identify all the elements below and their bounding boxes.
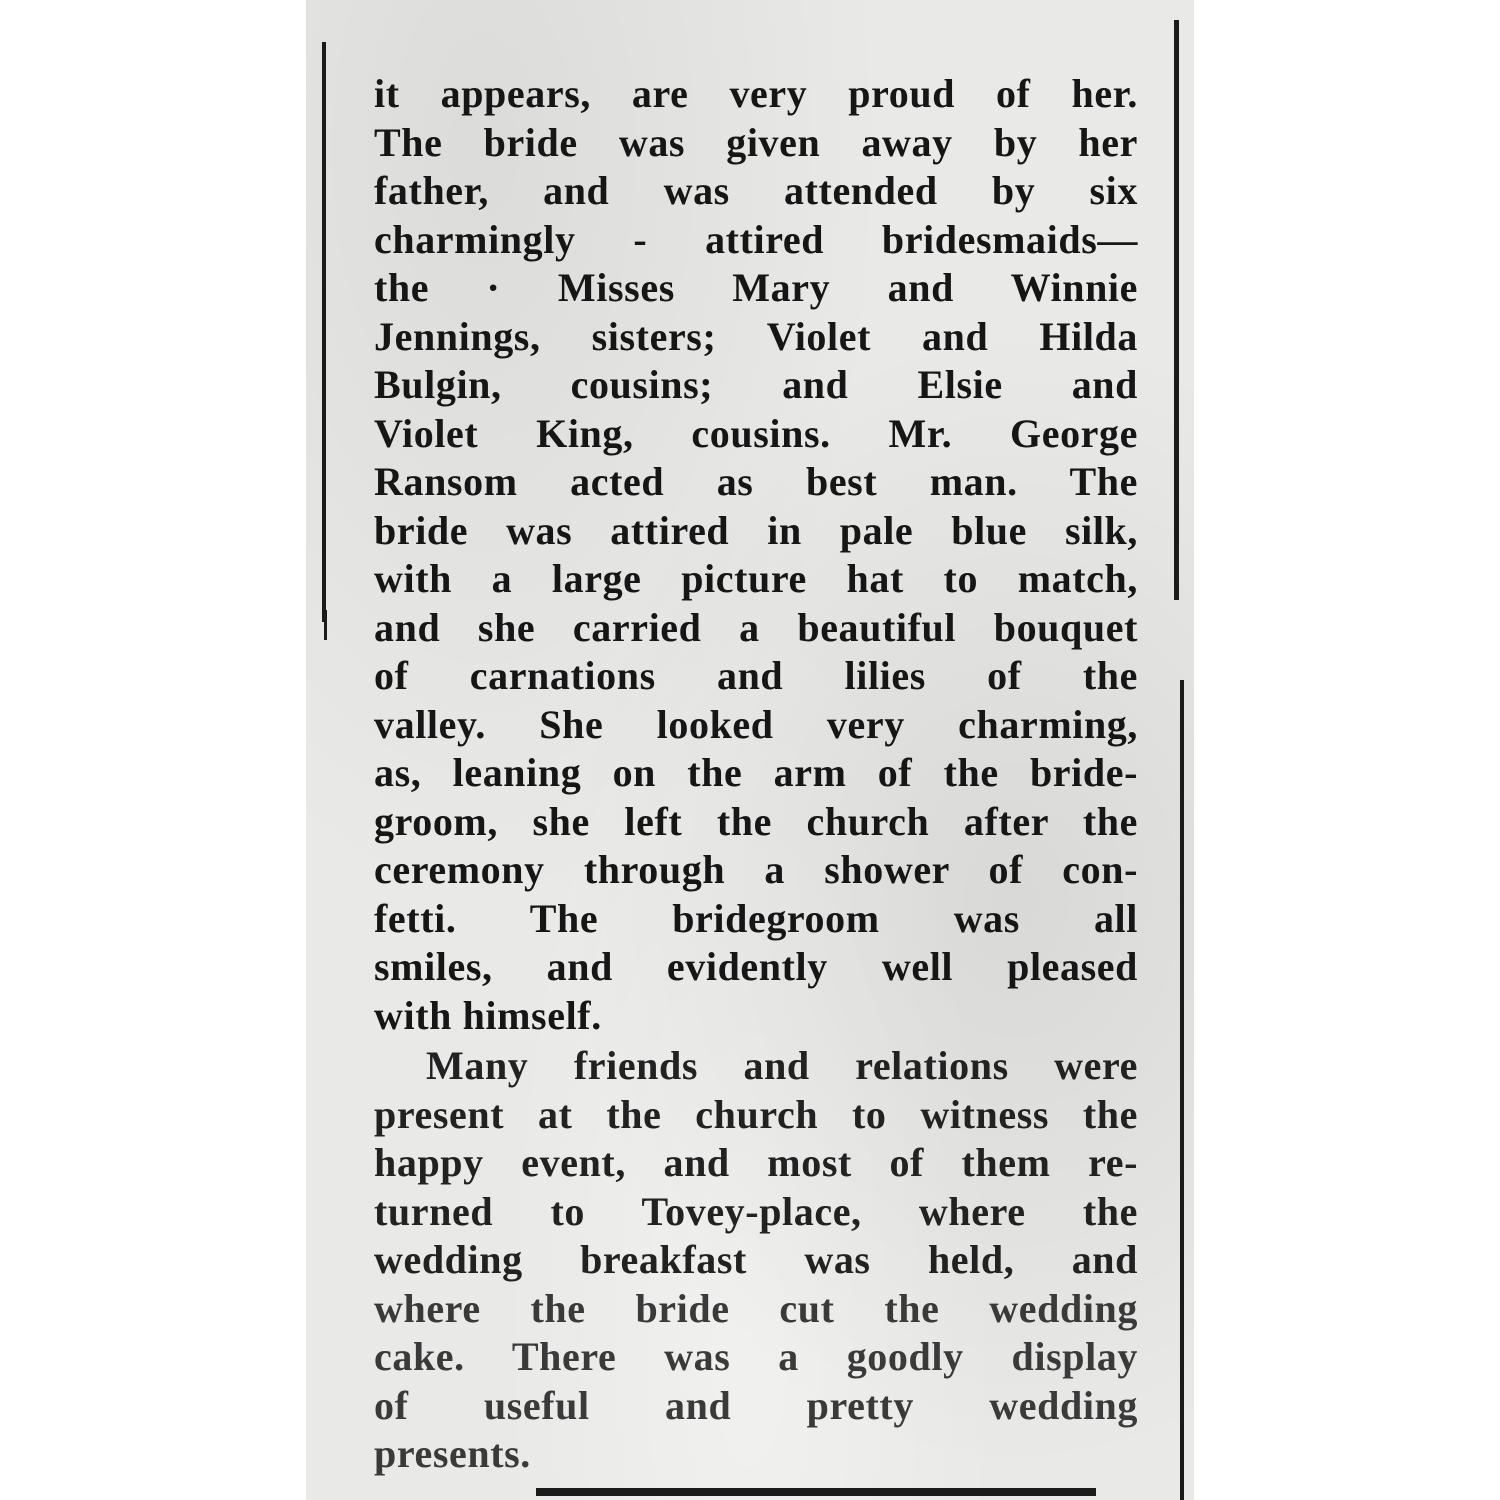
text-line: turned to Tovey-place, where the: [374, 1188, 1138, 1234]
column-rule-right-lower: [1180, 680, 1184, 1500]
paragraph-2: [374, 1042, 1138, 1479]
column-rule-left-fragment: [324, 610, 327, 640]
text-line: The bride was given away by her: [374, 119, 1138, 165]
text-line: as, leaning on the arm of the bride-: [374, 750, 1138, 795]
text-line: father, and was attended by six: [374, 168, 1138, 213]
text-line: of carnations and lilies of the: [374, 653, 1138, 698]
text-line: present at the church to witness the: [374, 1091, 1138, 1137]
text-line: valley. She looked very charming,: [374, 701, 1138, 747]
article-text: [374, 70, 1138, 1479]
text-line: groom, she left the church after the: [374, 798, 1138, 844]
newspaper-clipping: [306, 0, 1194, 1500]
text-line: wedding breakfast was held, and: [374, 1237, 1138, 1282]
text-line: with himself.: [374, 992, 602, 1038]
text-line: where the bride cut the wedding: [374, 1285, 1138, 1331]
text-line: Ransom acted as best man. The: [374, 459, 1138, 504]
text-line: happy event, and most of them re-: [374, 1140, 1138, 1185]
text-line: presents.: [374, 1431, 531, 1476]
text-line: smiles, and evidently well pleased: [374, 944, 1138, 989]
text-line: cake. There was a goodly display: [374, 1334, 1138, 1379]
text-line: charmingly - attired bridesmaids—: [374, 216, 1138, 262]
text-line: Violet King, cousins. Mr. George: [374, 410, 1138, 456]
text-line: ceremony through a shower of con-: [374, 847, 1138, 892]
text-line: fetti. The bridegroom was all: [374, 895, 1138, 941]
column-rule-left: [322, 42, 326, 622]
text-line: with a large picture hat to match,: [374, 556, 1138, 601]
column-rule-right: [1174, 20, 1179, 600]
text-line: of useful and pretty wedding: [374, 1382, 1138, 1428]
text-line: Many friends and relations were: [426, 1043, 1138, 1088]
text-line: Jennings, sisters; Violet and Hilda: [374, 313, 1138, 359]
text-line: Bulgin, cousins; and Elsie and: [374, 362, 1138, 407]
paragraph-1: [374, 70, 1138, 1040]
text-line: it appears, are very proud of her.: [374, 71, 1138, 116]
text-line: and she carried a beautiful bouquet: [374, 604, 1138, 650]
text-line: bride was attired in pale blue silk,: [374, 507, 1138, 553]
column-rule-bottom: [536, 1488, 1096, 1496]
text-line: the · Misses Mary and Winnie: [374, 265, 1138, 310]
